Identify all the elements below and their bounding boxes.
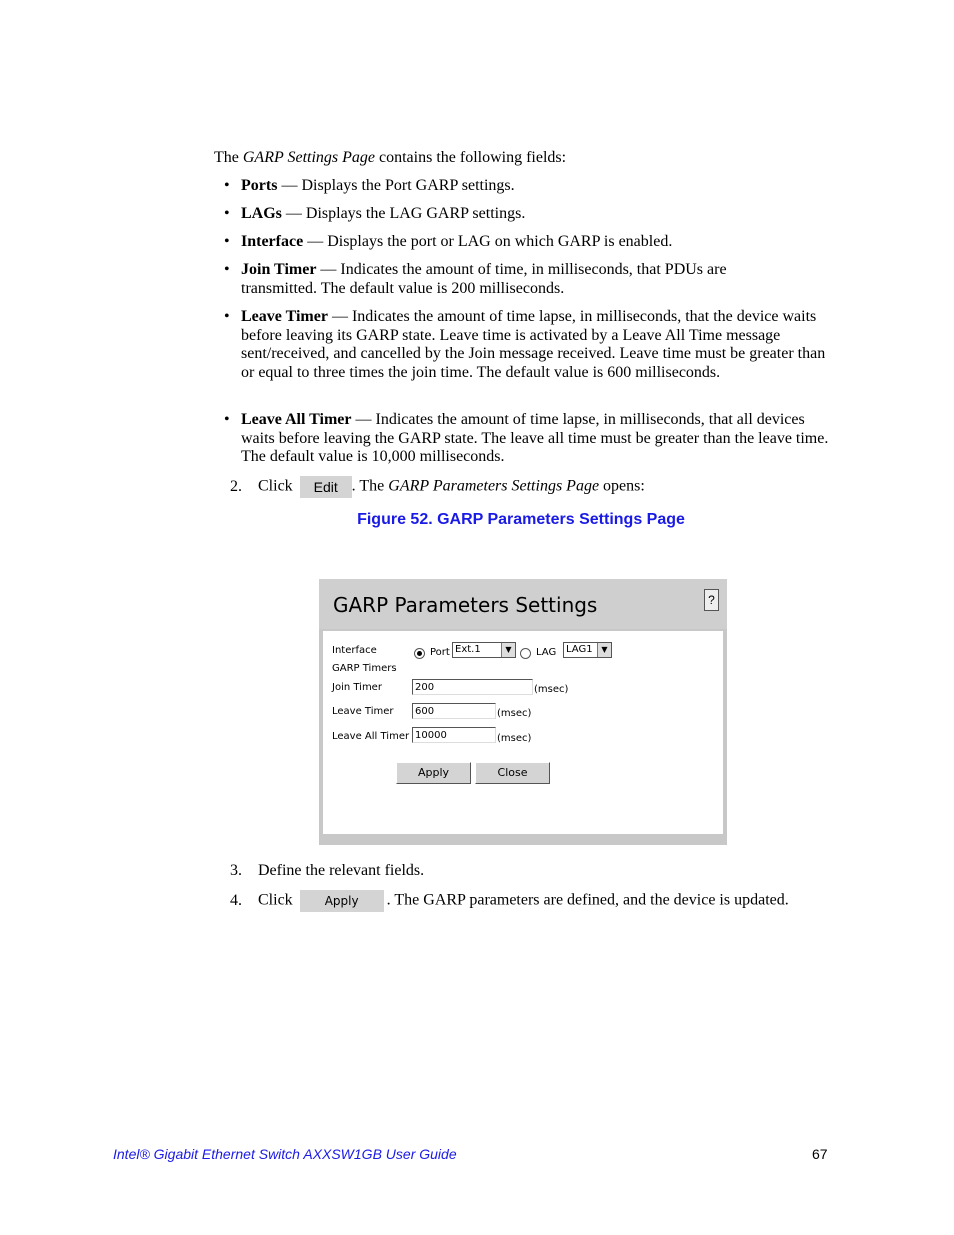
screenshot-title: GARP Parameters Settings <box>333 593 598 617</box>
lag-radio[interactable] <box>520 648 531 659</box>
chevron-down-icon: ▼ <box>597 643 611 657</box>
apply-button-image: Apply <box>300 890 384 912</box>
join-timer-input[interactable]: 200 <box>412 679 533 695</box>
settings-panel <box>323 631 723 834</box>
port-select[interactable]: Ext.1 ▼ <box>452 642 516 658</box>
leave-timer-input[interactable]: 600 <box>412 703 496 719</box>
garp-settings-screenshot <box>319 579 727 845</box>
step-2: 2. Click Edit . The GARP Parameters Settings Page opens: <box>230 476 645 498</box>
leave-all-timer-input[interactable]: 10000 <box>412 727 496 743</box>
screenshot-header <box>319 579 727 629</box>
apply-button[interactable]: Apply <box>396 762 471 784</box>
figure-caption: Figure 52. GARP Parameters Settings Page <box>357 511 685 528</box>
join-timer-label: Join Timer <box>332 682 382 693</box>
intro-paragraph: The GARP Settings Page contains the following fields: <box>214 149 567 166</box>
help-icon[interactable]: ? <box>704 589 719 611</box>
lag-label: LAG <box>536 647 557 658</box>
step-3: 3. Define the relevant fields. <box>230 862 425 879</box>
port-label: Port <box>430 647 450 658</box>
page-number: 67 <box>812 1146 828 1162</box>
garp-timers-label: GARP Timers <box>332 663 397 674</box>
leave-timer-label: Leave Timer <box>332 706 394 717</box>
chevron-down-icon: ▼ <box>501 643 515 657</box>
footer-title: Intel® Gigabit Ethernet Switch AXXSW1GB User Guide <box>113 1146 457 1162</box>
leave-all-timer-label: Leave All Timer <box>332 731 410 742</box>
step-4: 4. Click Apply . The GARP parameters are defined, and the device is updated. <box>230 890 789 912</box>
port-radio[interactable] <box>414 648 425 659</box>
close-button[interactable]: Close <box>475 762 550 784</box>
leave-all-timer-unit: (msec) <box>497 733 532 744</box>
join-timer-unit: (msec) <box>534 684 569 695</box>
lag-select[interactable]: LAG1 ▼ <box>563 642 612 658</box>
edit-button-image: Edit <box>300 476 352 498</box>
interface-label: Interface <box>332 645 377 656</box>
leave-timer-unit: (msec) <box>497 708 532 719</box>
